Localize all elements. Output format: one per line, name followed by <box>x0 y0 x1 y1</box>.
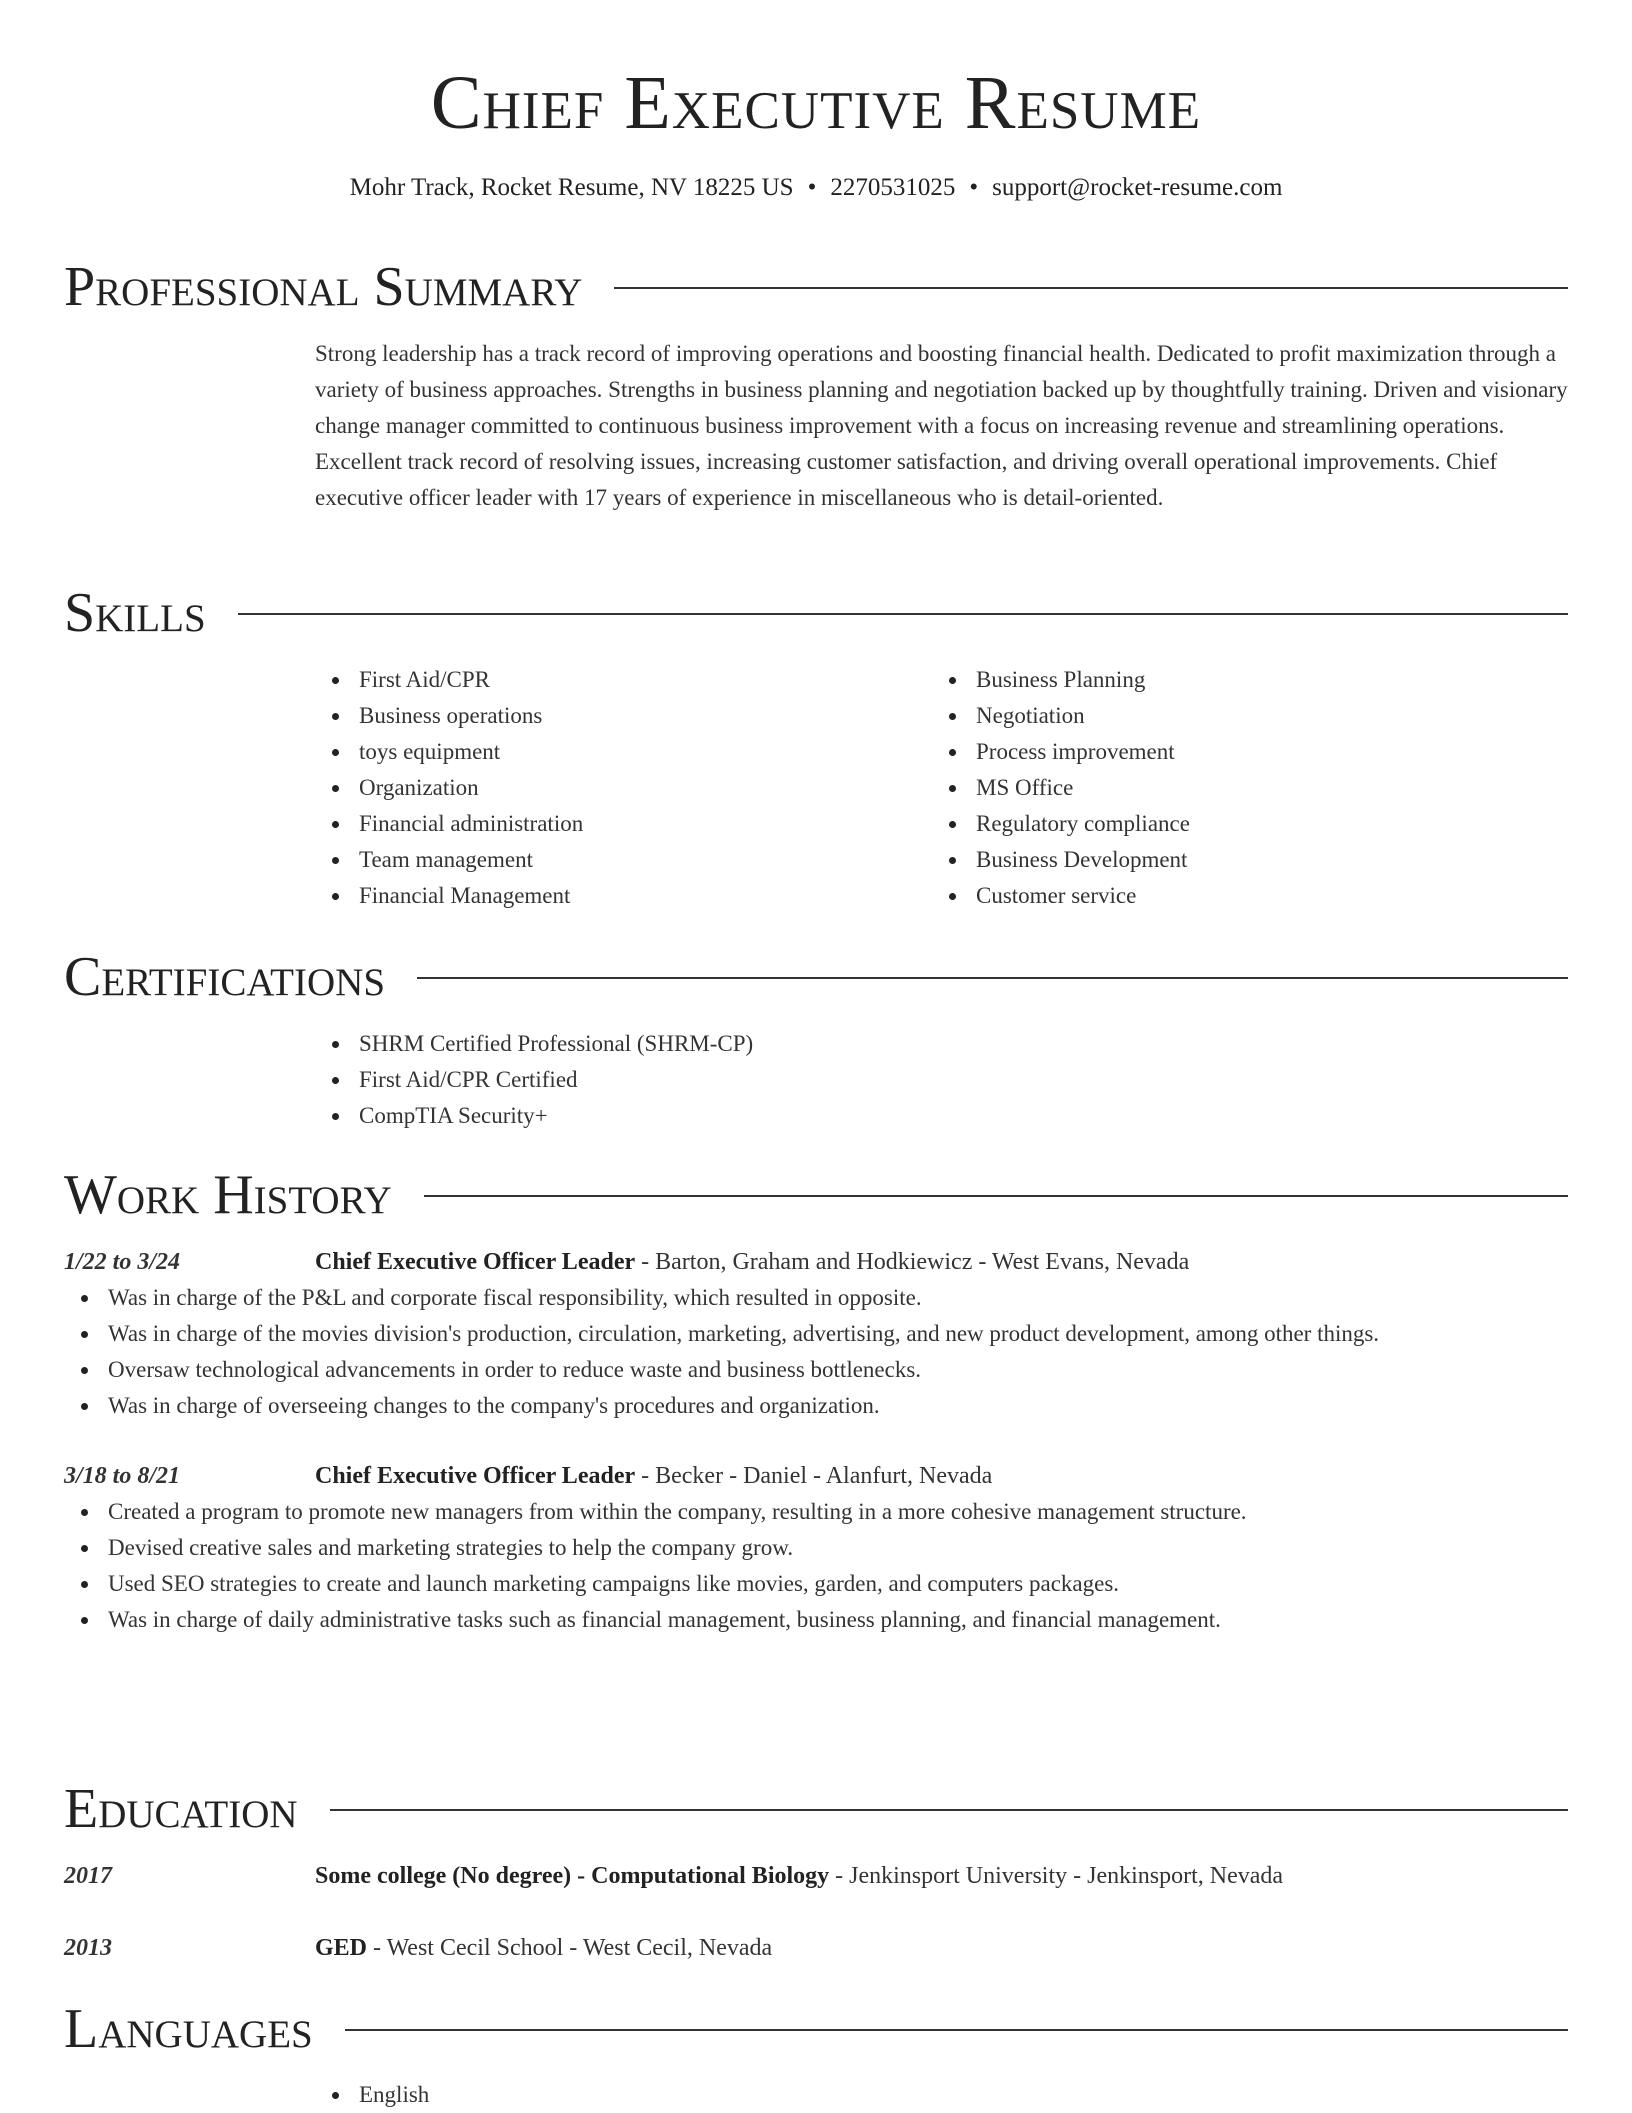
education-school: - Jenkinsport University - Jenkinsport, Nevada <box>829 1863 1284 1889</box>
skills-section <box>64 581 1568 914</box>
contact-separator: • <box>969 174 979 201</box>
job-dates: 3/18 to 8/21 <box>64 1463 181 1489</box>
section-title-work-history: Work History <box>64 1164 392 1226</box>
skill-item: Team management <box>315 842 932 878</box>
education-year: 2017 <box>64 1863 112 1889</box>
job-header <box>64 1244 1568 1280</box>
job-header <box>64 1458 1568 1494</box>
job-entry <box>64 1244 1568 1424</box>
skills-list-left <box>315 662 932 914</box>
contact-line <box>64 172 1568 204</box>
contact-phone[interactable]: 2270531025 <box>830 174 956 201</box>
skill-item: Business operations <box>315 698 932 734</box>
skill-item: toys equipment <box>315 734 932 770</box>
education-section <box>64 1777 1568 1966</box>
certification-item: First Aid/CPR Certified <box>315 1062 1568 1098</box>
section-header <box>64 945 1568 1009</box>
section-title-education: Education <box>64 1778 298 1840</box>
section-title-skills: Skills <box>64 582 206 644</box>
languages-section <box>64 1997 1568 2113</box>
section-title-summary: Professional Summary <box>64 256 583 318</box>
section-divider <box>424 1195 1568 1197</box>
skills-columns <box>315 662 1568 914</box>
language-item: English <box>315 2077 1568 2113</box>
section-title-languages: Languages <box>64 1998 313 2060</box>
certification-item: CompTIA Security+ <box>315 1098 1568 1134</box>
section-title-certifications: Certifications <box>64 946 386 1008</box>
education-heading <box>315 1930 1568 1966</box>
contact-separator: • <box>807 174 817 201</box>
section-divider <box>417 977 1568 979</box>
education-degree: GED <box>315 1935 368 1961</box>
education-entry <box>64 1858 1568 1894</box>
skills-column-right <box>932 662 1549 914</box>
skill-item: Business Development <box>932 842 1549 878</box>
section-divider <box>330 1809 1568 1811</box>
skill-item: Process improvement <box>932 734 1549 770</box>
job-role: Chief Executive Officer Leader <box>315 1463 636 1489</box>
skill-item: Organization <box>315 770 932 806</box>
job-bullets <box>64 1280 1568 1424</box>
education-heading <box>315 1858 1568 1894</box>
job-bullet: Was in charge of overseeing changes to the company's procedures and organization. <box>64 1388 1568 1424</box>
education-degree: Some college (No degree) - Computational Biology <box>315 1863 830 1889</box>
skill-item: Customer service <box>932 878 1549 914</box>
section-header <box>64 1997 1568 2061</box>
section-header <box>64 581 1568 645</box>
contact-email[interactable]: support@rocket-resume.com <box>992 174 1283 201</box>
education-year: 2013 <box>64 1935 112 1961</box>
job-employer: - Becker - Daniel - Alanfurt, Nevada <box>635 1463 993 1489</box>
resume-title: Chief Executive Resume <box>430 61 1202 145</box>
skill-item: Regulatory compliance <box>932 806 1549 842</box>
skill-item: Financial administration <box>315 806 932 842</box>
job-role: Chief Executive Officer Leader <box>315 1249 636 1275</box>
certification-item: SHRM Certified Professional (SHRM-CP) <box>315 1026 1568 1062</box>
section-divider <box>345 2029 1568 2031</box>
education-school: - West Cecil School - West Cecil, Nevada <box>367 1935 773 1961</box>
job-bullet: Was in charge of the movies division's production, circulation, marketing, advertising, and new product development, among other things. <box>64 1316 1568 1352</box>
section-header <box>64 255 1568 319</box>
job-bullet: Was in charge of the P&L and corporate fiscal responsibility, which resulted in opposite. <box>64 1280 1568 1316</box>
section-divider <box>614 287 1568 289</box>
education-entry <box>64 1930 1568 1966</box>
skill-item: First Aid/CPR <box>315 662 932 698</box>
section-header <box>64 1777 1568 1841</box>
languages-list <box>315 2077 1568 2113</box>
job-employer: - Barton, Graham and Hodkiewicz - West Evans, Nevada <box>635 1249 1190 1275</box>
section-header <box>64 1163 1568 1227</box>
job-bullet: Used SEO strategies to create and launch marketing campaigns like movies, garden, and computers packages. <box>64 1566 1568 1602</box>
section-divider <box>238 613 1568 615</box>
job-heading <box>315 1244 1568 1280</box>
certifications-list <box>315 1026 1568 1134</box>
skills-list-right <box>932 662 1549 914</box>
job-bullet: Was in charge of daily administrative tasks such as financial management, business planning, and financial management. <box>64 1602 1568 1638</box>
skills-column-left <box>315 662 932 914</box>
job-entry <box>64 1458 1568 1638</box>
summary-text: Strong leadership has a track record of improving operations and boosting financial health. Dedicated to profit maximization through a variety of business approaches. Strengths in business planning and negotiation backed up by thoughtfully training. Driven and visionary change manager committed to continuous business improvement with a focus on increasing revenue and streamlining operations. Excellent track record of resolving issues, increasing customer satisfaction, and driving overall operational improvements. Chief executive officer leader with 17 years of experience in miscellaneous who is detail-oriented. <box>315 341 1568 510</box>
skill-item: Business Planning <box>932 662 1549 698</box>
skill-item: Financial Management <box>315 878 932 914</box>
skill-item: MS Office <box>932 770 1549 806</box>
job-heading <box>315 1458 1568 1494</box>
work-history-section <box>64 1163 1568 1638</box>
job-bullet: Devised creative sales and marketing strategies to help the company grow. <box>64 1530 1568 1566</box>
contact-address: Mohr Track, Rocket Resume, NV 18225 US <box>349 174 794 201</box>
job-bullets <box>64 1494 1568 1638</box>
resume-page <box>64 0 1568 204</box>
job-bullet: Oversaw technological advancements in order to reduce waste and business bottlenecks. <box>64 1352 1568 1388</box>
skill-item: Negotiation <box>932 698 1549 734</box>
summary-section <box>64 255 1568 516</box>
job-dates: 1/22 to 3/24 <box>64 1249 181 1275</box>
job-bullet: Created a program to promote new managers from within the company, resulting in a more cohesive management structure. <box>64 1494 1568 1530</box>
certifications-section <box>64 945 1568 1134</box>
